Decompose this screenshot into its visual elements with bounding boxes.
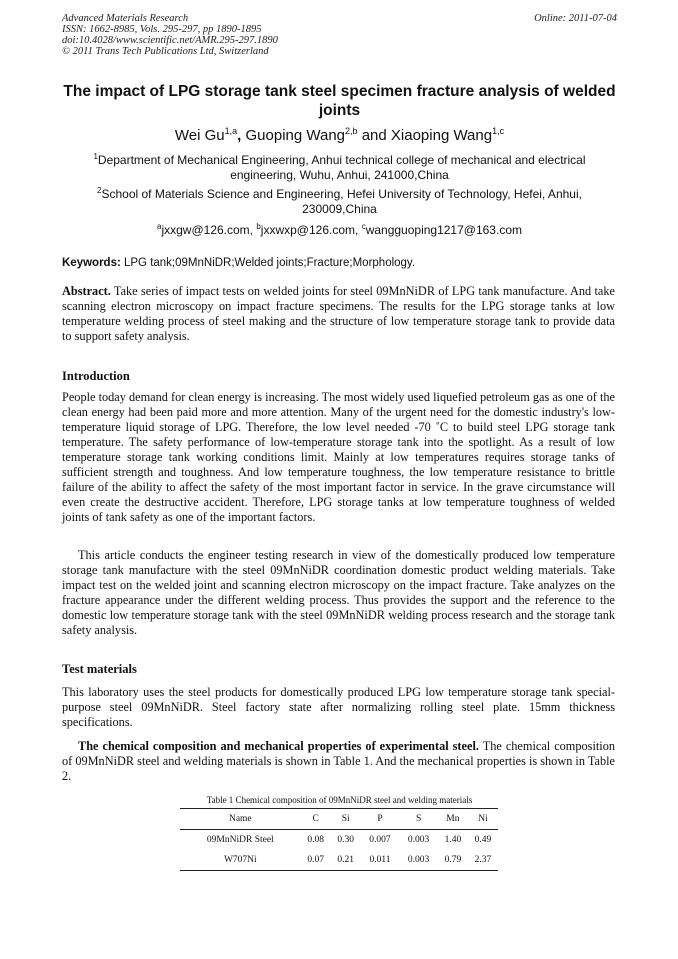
author-superscript: 1,c (492, 126, 505, 136)
table-cell: 0.007 (369, 835, 391, 845)
table-caption: Table 1 Chemical composition of 09MnNiDR steel and welding materials (206, 795, 473, 805)
table-cell: 0.30 (337, 835, 354, 845)
section-heading-introduction: Introduction (62, 369, 130, 383)
table-header-cell: C (301, 809, 331, 830)
table-cell: 0.003 (399, 850, 438, 871)
keywords (62, 256, 617, 271)
affiliation-marker: 2 (97, 186, 102, 195)
table-header-cell: Name (180, 809, 301, 830)
table-cell: 2.37 (468, 850, 498, 871)
table-header-cell: S (399, 809, 438, 830)
affiliation-1 (62, 149, 617, 183)
author-name: Wei Gu (174, 127, 225, 144)
test-materials-paragraph-2 (62, 739, 615, 784)
table-cell: 09MnNiDR Steel (206, 835, 274, 845)
table-cell: W707Ni (180, 850, 301, 871)
abstract (62, 284, 615, 344)
abstract-label: Abstract. (62, 284, 111, 298)
table-cell: 0.07 (301, 850, 331, 871)
author-name: Xiaoping Wang (390, 127, 493, 144)
abstract-text: Take series of impact tests on welded joints for steel 09MnNiDR of LPG tank manufacture. And take scanning electron microscopy on impact fracture specimens. The results for the LPG storage tanks at low temperature welding process of steel making and the structure of low temperature storage tank to provide data to support safety analysis. (62, 284, 615, 343)
author-name: Guoping Wang (245, 127, 346, 144)
keywords-text: LPG tank;09MnNiDR;Welded joints;Fracture;Morphology. (120, 257, 416, 269)
author-list (62, 122, 617, 145)
email-address: jxxgw@126.com, (161, 223, 257, 237)
affiliation-marker: 1 (93, 152, 98, 161)
table-row (180, 850, 498, 871)
paper-title: The impact of LPG storage tank steel specimen fracture analysis of welded joints (63, 83, 616, 119)
author-superscript: 2,b (345, 126, 358, 136)
doi-line: doi:10.4028/www.scientific.net/AMR.295-297.1890 (62, 35, 278, 46)
keywords-label: Keywords: (62, 257, 121, 269)
chemical-composition-table (180, 808, 498, 871)
table-header-cell: Mn (438, 809, 468, 830)
paragraph-run-in-heading: The chemical composition and mechanical properties of experimental steel. (78, 739, 479, 753)
copyright-line: © 2011 Trans Tech Publications Ltd, Switzerland (62, 46, 269, 57)
email-marker: b (256, 222, 261, 231)
email-marker: c (361, 222, 366, 231)
affiliation-2 (62, 183, 617, 217)
table-header-cell: P (361, 809, 400, 830)
table-header-cell: Ni (468, 809, 498, 830)
affiliation-text: Department of Mechanical Engineering, Anhui technical college of mechanical and electrical engineering, Wuhu, Anhui, 241000,China (97, 153, 586, 182)
test-materials-paragraph-1: This laboratory uses the steel products for domestically produced LPG low temperature storage tank special-purpose steel 09MnNiDR. Steel factory state after normalizing rolling steel plate. 15mm thickness specifications. (62, 685, 615, 729)
introduction-paragraph-1: People today demand for clean energy is increasing. The most widely used liquefied petroleum gas as one of the clean energy had been paid more and more attention. Many of the urgent need for the domestic industry's low-temperature liquid storage of LPG. Therefore, the low level needed -70 ˚C to build steel LPG storage tank temperature. The safety performance of low-temperature storage tank into the spotlight. As a result of low temperature storage tank working conditions limit. Mainly at low temperatures requires storage tanks of sufficient strength and toughness. And low temperature toughness, the low temperature resistance to brittle failure of the ability to affect the safety of the most important factor in service. In the grave circumstance will even create the destructive accident. Therefore, LPG storage tanks at low temperature toughness of welded joints of tank safety as one of the important factors. (62, 390, 615, 524)
introduction-paragraph-2: This article conducts the engineer testing research in view of the domestically produced low temperature storage tank manufacture with the steel 09MnNiDR coordination domestic product welding materials. Take impact test on the welded joint and scanning electron microscopy on the impact fracture. Take analyzes on the fracture appearance under the different welding process. Thus provides the support and the reference to the domestic low temperature storage tank with the steel 09MnNiDR welding process research and the storage tank safety analysis. (62, 548, 615, 637)
online-date: Online: 2011-07-04 (534, 13, 617, 24)
table-cell: 0.08 (307, 835, 324, 845)
journal-name: Advanced Materials Research (62, 13, 189, 24)
table-cell: 0.003 (407, 835, 430, 845)
table-row (180, 830, 498, 851)
issn-line: ISSN: 1662-8985, Vols. 295-297, pp 1890-1895 (62, 24, 262, 35)
table-cell: 1.40 (444, 835, 462, 845)
running-header (62, 13, 617, 57)
paragraph-text: The chemical composition of 09MnNiDR steel and welding materials is shown in Table 1. And the mechanical properties is shown in Table 2. (62, 739, 615, 783)
email-marker: a (157, 222, 162, 231)
affiliation-text: School of Materials Science and Engineering, Hefei University of Technology, Hefei, Anhui, 230009,China (101, 187, 582, 216)
email-address: wangguoping1217@163.com (365, 223, 522, 237)
table-cell: 0.79 (438, 850, 468, 871)
table-header-cell: Si (331, 809, 361, 830)
table-header-row (180, 809, 498, 830)
author-separator: , (237, 127, 246, 144)
email-list (62, 219, 617, 238)
section-heading-test-materials: Test materials (62, 662, 137, 676)
author-conjunction: and (357, 127, 391, 144)
author-superscript: 1,a (224, 126, 238, 136)
table-cell: 0.49 (474, 835, 492, 845)
table-cell: 0.21 (331, 850, 361, 871)
table-cell: 0.011 (361, 850, 400, 871)
email-address: jxxwxp@126.com, (260, 223, 362, 237)
